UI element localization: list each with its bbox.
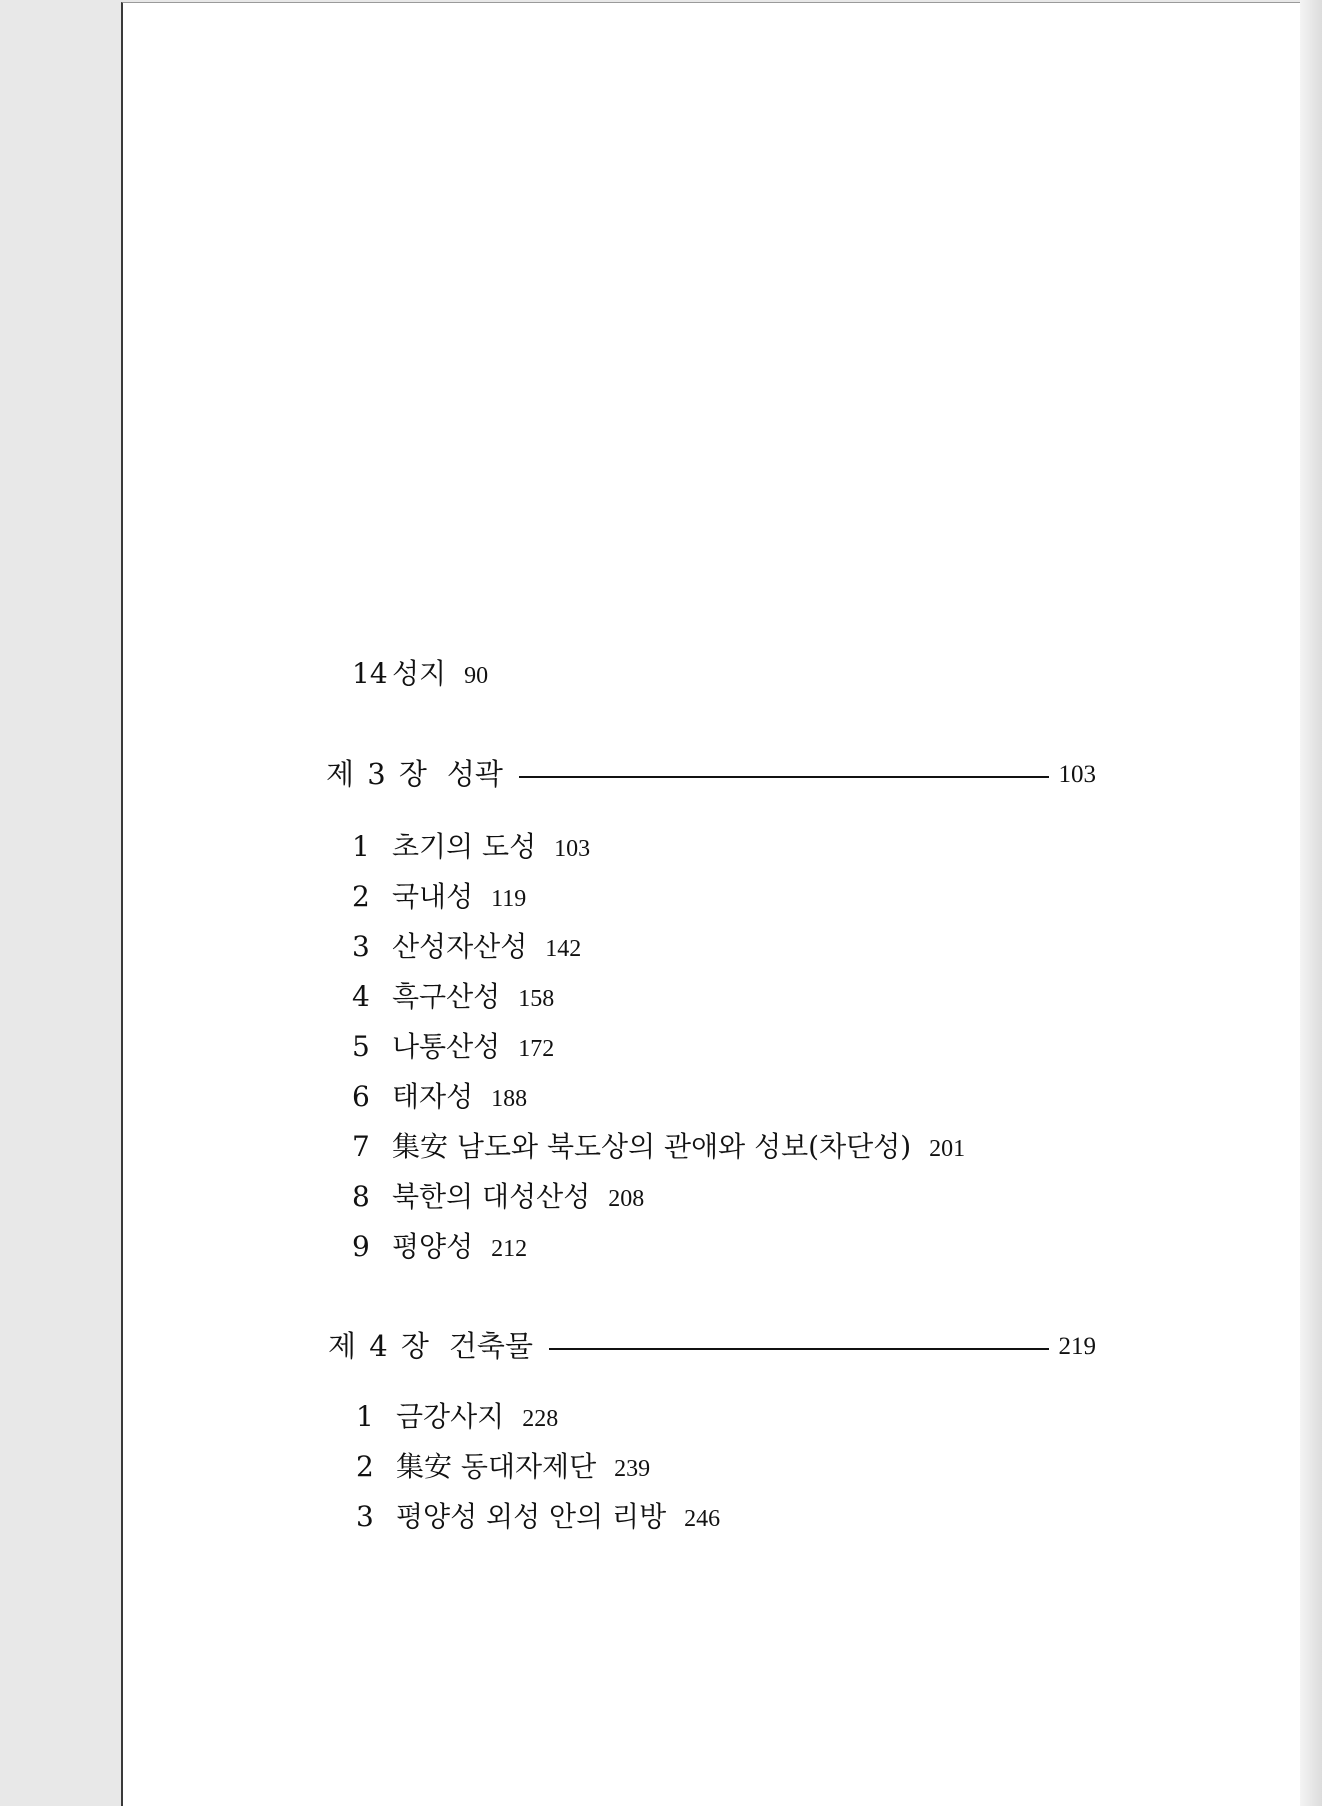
toc-item-title: 북한의 대성산성 — [392, 1180, 591, 1213]
toc-item-number: 5 — [352, 1030, 370, 1063]
chapter-label: 제 3 장 — [326, 757, 429, 791]
toc-item-page: 188 — [491, 1086, 528, 1112]
toc-item-page: 201 — [929, 1136, 966, 1162]
toc-item-title: 태자성 — [392, 1080, 474, 1113]
toc-item-page: 172 — [518, 1036, 555, 1062]
toc-item-number: 4 — [352, 980, 370, 1013]
toc-item[interactable] — [352, 830, 591, 863]
toc-item-number: 3 — [356, 1500, 374, 1533]
toc-item-title: 평양성 외성 안의 리방 — [396, 1500, 667, 1533]
toc-item-title: 금강사지 — [396, 1400, 505, 1433]
toc-item-page: 103 — [554, 836, 591, 862]
chapter-page: 219 — [1058, 1333, 1096, 1360]
chapter-heading-4[interactable] — [328, 1329, 1096, 1363]
toc-item[interactable] — [352, 1130, 966, 1163]
toc-item-page: 246 — [684, 1506, 721, 1532]
toc-item[interactable] — [356, 1400, 559, 1433]
toc-item-page: 208 — [608, 1186, 645, 1212]
toc-item-page: 212 — [491, 1236, 528, 1262]
toc-item-title: 集安 남도와 북도상의 관애와 성보(차단성) — [392, 1130, 912, 1163]
toc-item[interactable] — [352, 1080, 528, 1113]
toc-item-page: 142 — [545, 936, 582, 962]
dot-leader-line — [519, 776, 1049, 778]
book-page — [121, 2, 1316, 1806]
toc-item-page: 90 — [464, 663, 489, 689]
toc-item-title: 평양성 — [392, 1230, 474, 1263]
toc-item[interactable] — [352, 980, 555, 1013]
chapter-page: 103 — [1058, 761, 1096, 788]
toc-item-number: 6 — [352, 1080, 370, 1113]
toc-item-number: 3 — [352, 930, 370, 963]
toc-item-page: 119 — [491, 886, 527, 912]
toc-item-title: 集安 동대자제단 — [396, 1450, 597, 1483]
toc-item[interactable] — [352, 880, 527, 913]
dot-leader-line — [549, 1348, 1049, 1350]
toc-item-title: 국내성 — [392, 880, 474, 913]
toc-item[interactable] — [356, 1450, 651, 1483]
toc-item[interactable] — [352, 1230, 528, 1263]
toc-item-number: 9 — [352, 1230, 370, 1263]
toc-item-title: 산성자산성 — [392, 930, 528, 963]
toc-item-number: 14 — [352, 657, 388, 690]
chapter-title: 건축물 — [448, 1329, 533, 1363]
toc-item-number: 7 — [352, 1130, 370, 1163]
chapter-heading-3[interactable] — [326, 757, 1096, 791]
toc-item-title: 흑구산성 — [392, 980, 501, 1013]
toc-item-title: 나통산성 — [392, 1030, 501, 1063]
toc-item-number: 1 — [356, 1400, 374, 1433]
toc-item-title: 성지 — [392, 657, 447, 690]
toc-item[interactable] — [356, 1500, 721, 1533]
toc-item-number: 8 — [352, 1180, 370, 1213]
toc-item[interactable] — [352, 1180, 645, 1213]
toc-item-page: 239 — [614, 1456, 651, 1482]
toc-item-number: 2 — [356, 1450, 374, 1483]
toc-item[interactable] — [352, 930, 582, 963]
chapter-title: 성곽 — [446, 757, 503, 791]
toc-item-number: 2 — [352, 880, 370, 913]
toc-item[interactable] — [352, 1030, 555, 1063]
toc-item-page: 158 — [518, 986, 555, 1012]
toc-item-page: 228 — [522, 1406, 559, 1432]
chapter-label: 제 4 장 — [328, 1329, 431, 1363]
toc-item-title: 초기의 도성 — [392, 830, 537, 863]
toc-item-number: 1 — [352, 830, 370, 863]
page-edge-shadow — [1300, 0, 1322, 1806]
toc-item-14[interactable] — [352, 657, 489, 690]
